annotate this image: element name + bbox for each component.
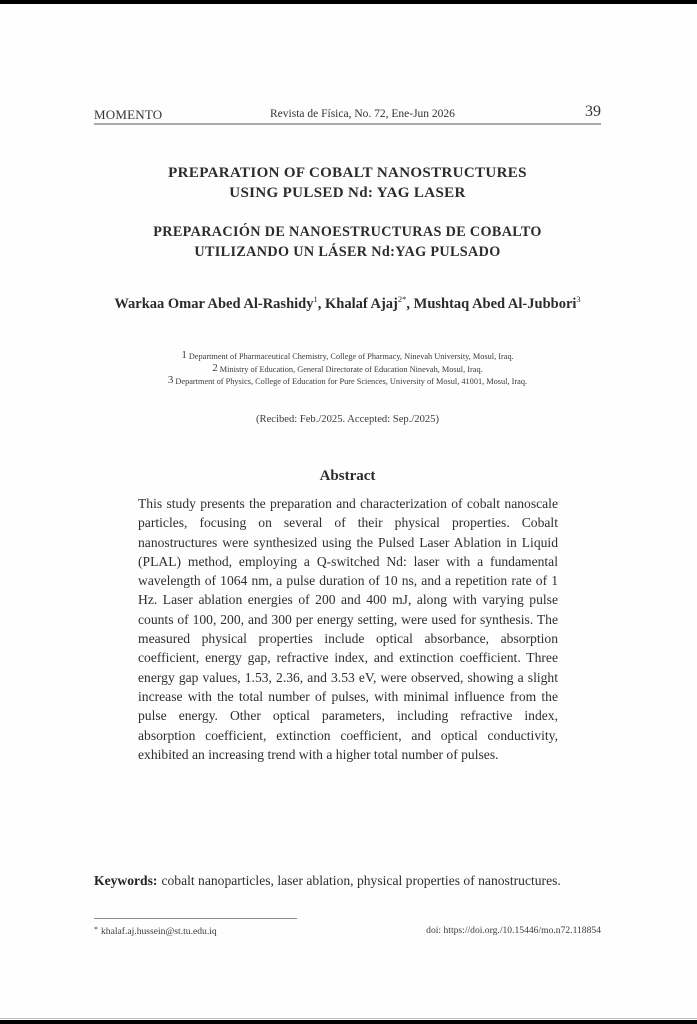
affiliation-number: 1 xyxy=(181,349,187,361)
top-edge-bar xyxy=(0,0,697,4)
affiliation-item xyxy=(80,363,615,376)
author-affiliation-mark: 3 xyxy=(576,294,581,304)
corresponding-email-link[interactable]: khalaf.aj.hussein@st.tu.edu.iq xyxy=(101,926,217,937)
author-affiliation-mark: 2* xyxy=(397,294,407,304)
header-rule xyxy=(94,123,601,125)
affiliation-number: 3 xyxy=(167,374,174,386)
affiliation-text: Department of Physics, College of Education for Pure Sciences, University of Mosul, 41001, Mosul, Iraq. xyxy=(175,377,528,386)
title-spanish-line: PREPARACIÓN DE NANOESTRUCTURAS DE COBALTO xyxy=(153,224,542,240)
keywords xyxy=(94,871,604,892)
title-english xyxy=(94,163,601,203)
affiliation-item xyxy=(80,375,615,388)
affiliation-item xyxy=(80,350,615,363)
corresponding-author-footnote xyxy=(94,925,217,937)
author-affiliation-mark: 1 xyxy=(313,294,318,304)
running-header xyxy=(94,104,601,124)
keywords-label: Keywords: xyxy=(94,873,158,888)
affiliation-text: Ministry of Education, General Directorate of Education Ninevah, Mosul, Iraq. xyxy=(219,364,483,374)
keywords-text: cobalt nanoparticles, laser ablation, physical properties of nanostructures. xyxy=(161,873,561,888)
bottom-edge-shadow xyxy=(0,1018,697,1019)
title-english-line: PREPARATION OF COBALT NANOSTRUCTURES xyxy=(168,165,527,181)
title-english-line: USING PULSED Nd: YAG LASER xyxy=(229,185,466,201)
abstract-heading: Abstract xyxy=(319,468,376,484)
affiliations xyxy=(80,350,615,388)
abstract-body: This study presents the preparation and characterization of cobalt nanoscale particles, focusing on several of their physical properties. Cobalt nanostructures were synthesized using the Pulsed Laser Ablation in Liquid (PLAL) method, employing a Q-switched Nd: laser with a fundamental wavelength of 1064 nm, a pulse duration of 10 ns, and a repetition rate of 1 Hz. Laser ablation energies of 200 and 400 mJ, along with varying pulse counts of 100, 200, and 300 per energy setting, were used for synthesis. The measured physical properties include optical absorbance, absorption coefficient, energy gap, refractive index, and extinction coefficient. Three energy gap values, 1.53, 2.36, and 3.53 eV, were observed, showing a slight increase with the total number of pulses, with minimal influence from the pulse energy. Other optical parameters, including refractive index, absorption coefficient, extinction coefficient, and optical conductivity, exhibited an increasing trend with a higher total number of pulses. xyxy=(138,496,558,762)
author-name: Khalaf Ajaj xyxy=(324,296,398,312)
page-number: 39 xyxy=(585,103,601,120)
author-list xyxy=(94,294,601,314)
author-name: Warkaa Omar Abed Al-Rashidy xyxy=(114,296,314,312)
title-spanish-line: UTILIZANDO UN LÁSER Nd:YAG PULSADO xyxy=(194,244,501,260)
author-separator: , xyxy=(406,296,414,312)
title-spanish xyxy=(94,222,601,262)
bottom-edge-bar xyxy=(0,1020,697,1024)
doi-link[interactable]: doi: https://doi.org./10.15446/mo.n72.118854 xyxy=(426,925,601,936)
footnote-marker: * xyxy=(94,925,98,934)
footnote-rule xyxy=(94,918,297,919)
journal-issue: Revista de Física, No. 72, Ene-Jun 2026 xyxy=(270,108,455,120)
received-accepted-dates: (Recibed: Feb./2025. Accepted: Sep./2025) xyxy=(256,414,439,425)
author-name: Mushtaq Abed Al-Jubbori xyxy=(413,296,577,312)
journal-name: MOMENTO xyxy=(94,107,163,122)
affiliation-text: Department of Pharmaceutical Chemistry, College of Pharmacy, Ninevah University, Mosul, Iraq. xyxy=(188,352,514,361)
affiliation-number: 2 xyxy=(212,361,218,374)
author-separator: , xyxy=(317,296,325,312)
